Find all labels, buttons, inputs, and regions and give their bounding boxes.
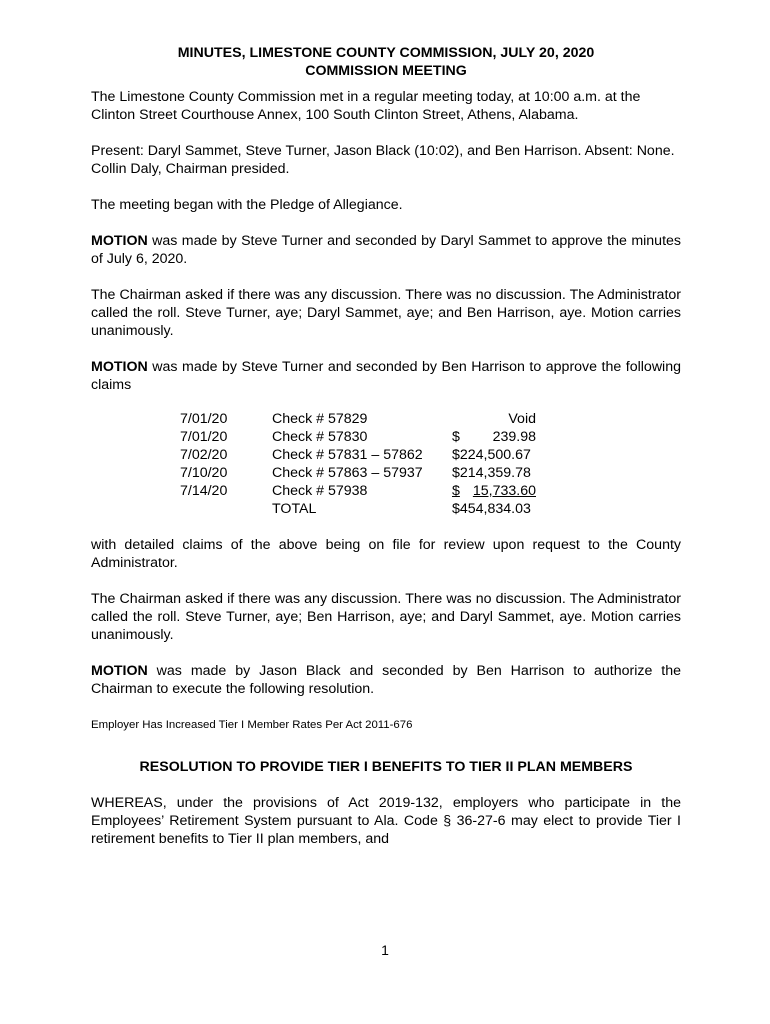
- claim-amount: Void: [508, 411, 536, 427]
- table-row: [180, 464, 536, 482]
- title-line-1: MINUTES, LIMESTONE COUNTY COMMISSION, JULY 20, 2020: [177, 45, 595, 61]
- roll-call-paragraph-1: The Chairman asked if there was any discussion. There was no discussion. The Administrator called the roll. Steve Turner, aye; Daryl Sammet, aye; and Ben Harrison, aye. Motion carries unanimously.: [91, 287, 681, 339]
- claim-date: 7/02/20: [180, 447, 228, 463]
- motion-keyword: MOTION: [91, 663, 148, 679]
- claims-table: [180, 410, 536, 518]
- claim-check: Check # 57938: [272, 483, 368, 499]
- claims-file-paragraph: with detailed claims of the above being on file for review upon request to the County Administrator.: [91, 537, 681, 571]
- resolution-title: RESOLUTION TO PROVIDE TIER I BENEFITS TO TIER II PLAN MEMBERS: [139, 759, 633, 775]
- motion-minutes-paragraph: [91, 232, 681, 268]
- claim-check: Check # 57829: [272, 411, 368, 427]
- total-label: TOTAL: [272, 501, 317, 517]
- motion-text: was made by Steve Turner and seconded by Daryl Sammet to approve the minutes of July 6, 2020.: [91, 233, 681, 267]
- roll-call-paragraph-2: The Chairman asked if there was any discussion. There was no discussion. The Administrator called the roll. Steve Turner, aye; Ben Harrison, aye; and Daryl Sammet, aye. Motion carries unanimously.: [91, 591, 681, 643]
- claim-check: Check # 57863 – 57937: [272, 465, 423, 481]
- claim-amount: 15,733.60: [472, 483, 536, 499]
- table-row: [180, 410, 536, 428]
- claim-amount: $214,359.78: [452, 465, 531, 481]
- motion-claims-paragraph: [91, 358, 681, 394]
- claim-date: 7/14/20: [180, 483, 228, 499]
- claim-date: 7/01/20: [180, 429, 228, 445]
- resolution-note: Employer Has Increased Tier I Member Rates Per Act 2011-676: [91, 719, 413, 731]
- claim-amount-cell: [452, 428, 536, 446]
- motion-text: was made by Jason Black and seconded by Ben Harrison to authorize the Chairman to execute the following resolution.: [91, 663, 681, 697]
- pledge-paragraph: The meeting began with the Pledge of Allegiance.: [91, 197, 403, 213]
- motion-text: was made by Steve Turner and seconded by Ben Harrison to approve the following claims: [91, 359, 681, 393]
- currency-symbol: $: [452, 483, 460, 499]
- claim-check: Check # 57830: [272, 429, 368, 445]
- claim-amount: 239.98: [492, 429, 536, 445]
- whereas-paragraph: WHEREAS, under the provisions of Act 2019-132, employers who participate in the Employees’ Retirement System pursuant to Ala. Code § 36-27-6 may elect to provide Tier I retirement benefits to Tier II plan members, and: [91, 795, 681, 847]
- table-row: [180, 482, 536, 500]
- claim-date: 7/10/20: [180, 465, 228, 481]
- document-page: [91, 44, 681, 866]
- meeting-intro-paragraph: The Limestone County Commission met in a regular meeting today, at 10:00 a.m. at the Clinton Street Courthouse Annex, 100 South Clinton Street, Athens, Alabama.: [91, 89, 641, 123]
- motion-resolution-paragraph: [91, 662, 681, 698]
- table-row: [180, 446, 536, 464]
- claim-amount: $224,500.67: [452, 447, 531, 463]
- table-row-total: [180, 500, 536, 518]
- claim-check: Check # 57831 – 57862: [272, 447, 423, 463]
- motion-keyword: MOTION: [91, 359, 148, 375]
- motion-keyword: MOTION: [91, 233, 148, 249]
- table-row: [180, 428, 536, 446]
- claim-amount-cell: [452, 482, 536, 500]
- document-title: [91, 44, 681, 80]
- claim-date: 7/01/20: [180, 411, 228, 427]
- title-line-2: COMMISSION MEETING: [305, 63, 467, 79]
- attendance-paragraph: Present: Daryl Sammet, Steve Turner, Jason Black (10:02), and Ben Harrison. Absent: None. Collin Daly, Chairman presided.: [91, 143, 675, 177]
- total-amount: $454,834.03: [452, 501, 531, 517]
- currency-symbol: $: [452, 429, 460, 445]
- page-number: 1: [381, 942, 389, 958]
